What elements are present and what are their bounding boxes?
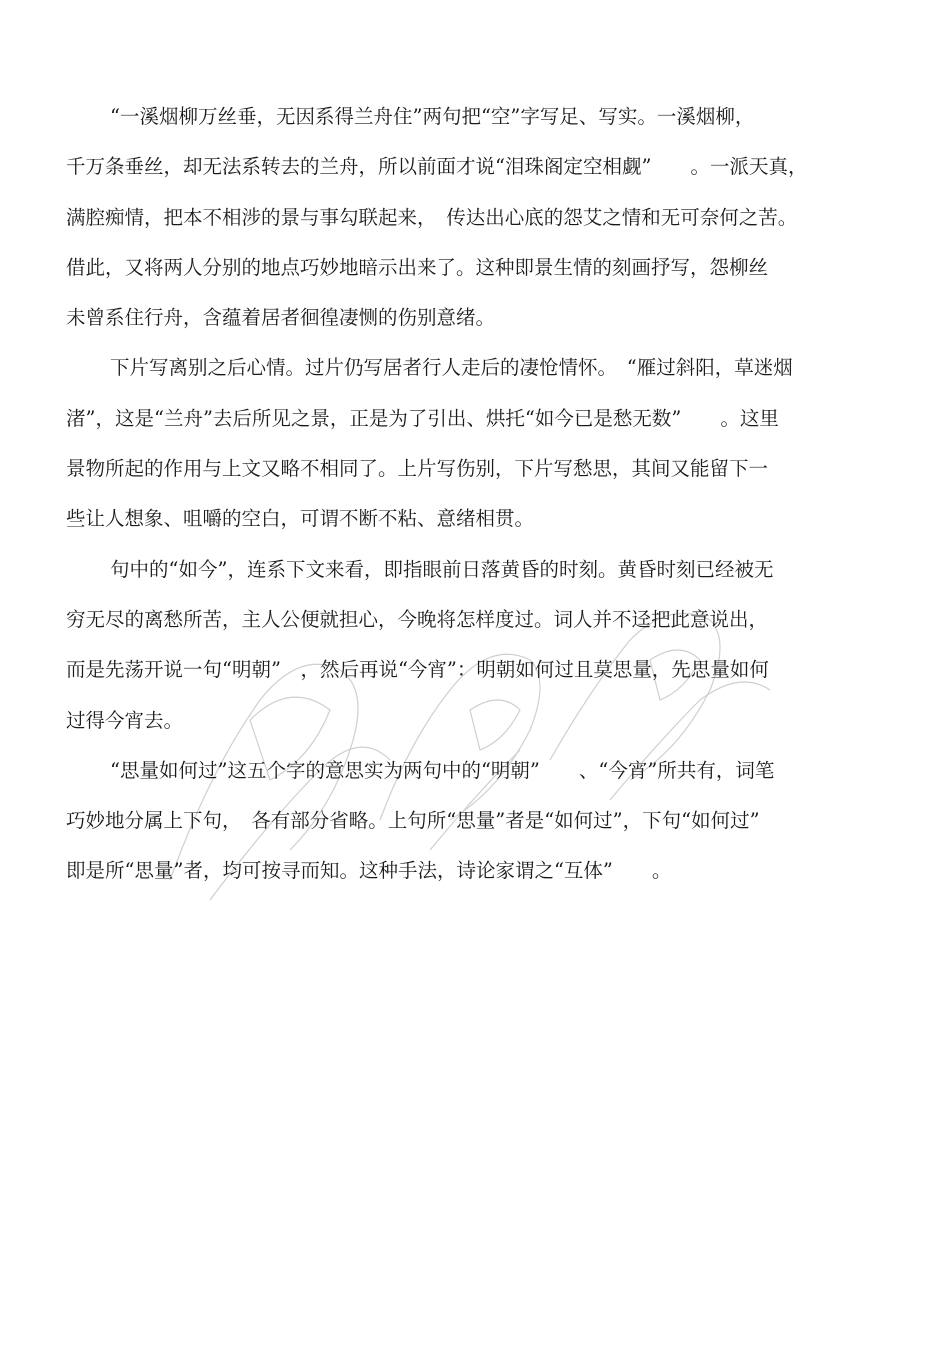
paragraph-1-line-3: 满腔痴情，把本不相涉的景与事勾联起来， 传达出心底的怨艾之情和无可奈何之苦。 — [66, 205, 798, 229]
paragraph-3-line-4: 过得今宵去。 — [66, 708, 184, 732]
paragraph-4-line-2: 巧妙地分属上下句， 各有部分省略。上句所“思量”者是“如何过”，下句“如何过” — [66, 809, 760, 833]
paragraph-3-line-3: 而是先荡开说一句“明朝” ，然后再说“今宵”：明朝如何过且莫思量，先思量如何 — [66, 658, 769, 682]
article-body — [66, 92, 886, 897]
paragraph-1-line-2: 千万条垂丝，却无法系转去的兰舟，所以前面才说“泪珠阁定空相觑” 。一派天真， — [66, 155, 808, 179]
paragraph-4-line-3: 即是所“思量”者，均可按寻而知。这种手法，诗论家谓之“互体” 。 — [66, 859, 672, 883]
paragraph-1-line-1: “一溪烟柳万丝垂，无因系得兰舟住”两句把“空”字写足、写实。一溪烟柳， — [110, 105, 755, 128]
paragraph-2-line-4: 些让人想象、咀嚼的空白，可谓不断不粘、意绪相贯。 — [66, 507, 535, 531]
paragraph-2-line-2: 渚”，这是“兰舟”去后所见之景，正是为了引出、烘托“如今已是愁无数” 。这里 — [66, 406, 779, 430]
paragraph-1-line-4: 借此，又将两人分别的地点巧妙地暗示出来了。这种即景生情的刻画抒写，怨柳丝 — [66, 255, 769, 279]
paragraph-3-line-1: 句中的“如今”，连系下文来看，即指眼前日落黄昏的时刻。黄昏时刻已经被无 — [110, 557, 774, 581]
paragraph-2-line-3: 景物所起的作用与上文又略不相同了。上片写伤别，下片写愁思，其间又能留下一 — [66, 457, 769, 481]
paragraph-2-line-1: 下片写离别之后心情。过片仍写居者行人走后的凄怆情怀。 “雁过斜阳，草迷烟 — [110, 356, 793, 380]
paragraph-3-line-2: 穷无尽的离愁所苦，主人公便就担心，今晚将怎样度过。词人并不迳把此意说出， — [66, 607, 769, 631]
paragraph-4-line-1: “思量如何过”这五个字的意思实为两句中的“明朝” 、“今宵”所共有，词笔 — [110, 758, 775, 782]
paragraph-1-line-5: 未曾系住行舟，含蕴着居者徊徨凄恻的伤别意绪。 — [66, 306, 496, 330]
